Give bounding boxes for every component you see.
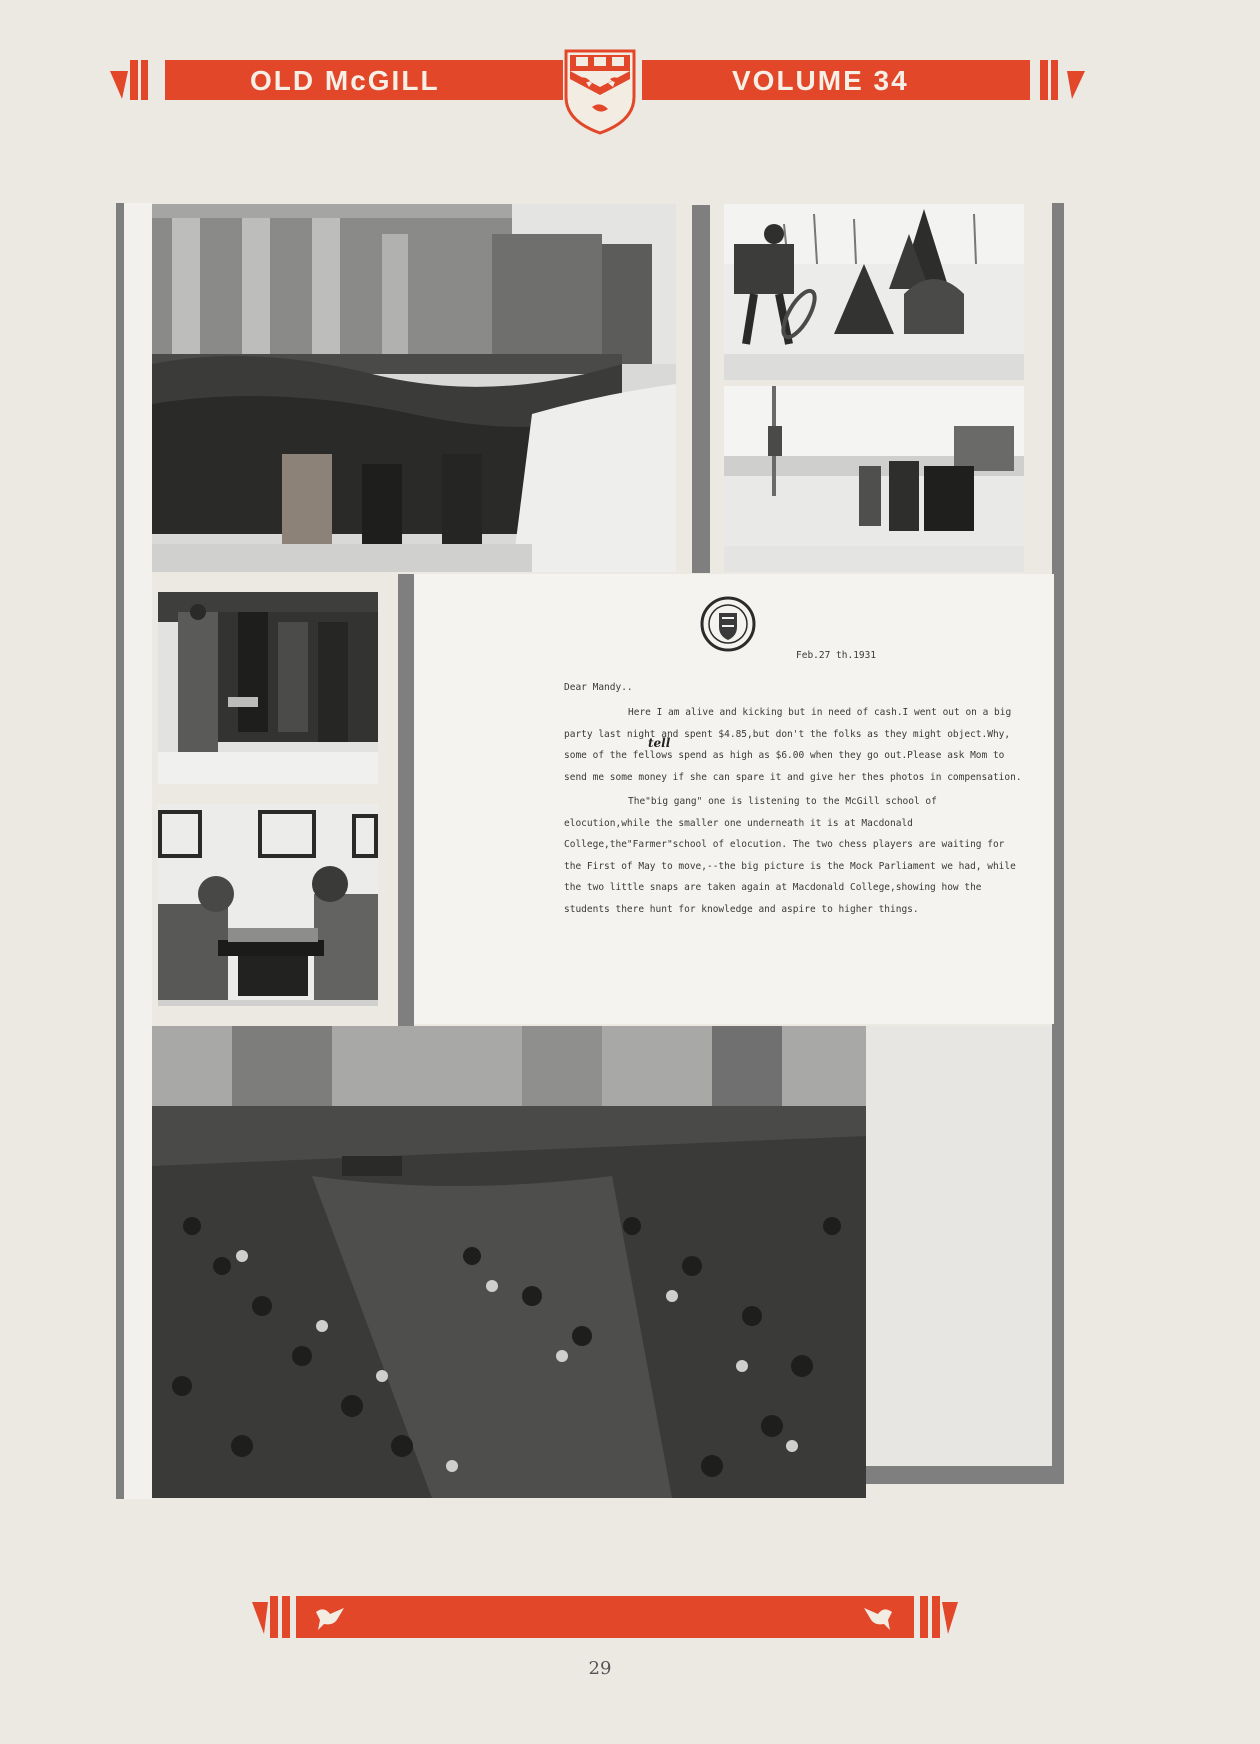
handwritten-insert: tell xyxy=(648,736,671,750)
banner-right-title: VOLUME 34 xyxy=(732,65,909,96)
letter-body xyxy=(564,702,1024,920)
banner-left-title: OLD McGILL xyxy=(250,65,440,96)
left-margin-panel xyxy=(124,203,152,1499)
page-number: 29 xyxy=(588,1658,612,1679)
bottom-banner xyxy=(252,1594,958,1640)
letter-panel xyxy=(414,574,1054,1024)
group-outdoor-photo xyxy=(158,592,378,784)
frame-bar-middle xyxy=(692,205,710,573)
letter-date: Feb.27 th.1931 xyxy=(796,650,877,661)
letter-paragraph-2: The"big gang" one is listening to the McGill school of elocution,while the smaller one underneath it is at Macdonald College,the"Farmer"school of elocution. The two chess players are waiting for the First of May to move,--the big picture is the Mock Parliament we had, while the two little snaps are taken again at Macdonald College,showing how the students there hunt for knowledge and aspire to higher things. xyxy=(564,796,1016,915)
snowshoe-photo xyxy=(724,204,1024,380)
frame-bar-letter xyxy=(398,574,414,1026)
pole-climb-photo xyxy=(724,386,1024,572)
university-seal-icon xyxy=(700,596,756,652)
assembly-hall-photo xyxy=(152,1026,866,1498)
bottom-banner-ribbon xyxy=(252,1594,958,1640)
letter-greeting: Dear Mandy.. xyxy=(564,682,633,693)
blank-panel xyxy=(866,1026,1052,1466)
martlet-bird-icon-right xyxy=(860,1602,894,1632)
top-banner xyxy=(110,55,1085,135)
frame-bar-bottom xyxy=(866,1466,1064,1484)
chess-photo xyxy=(158,804,378,1006)
letter-paragraph-1: Here I am alive and kicking but in need of cash.I went out on a big party last night and spent $4.85,but don't the folks as they might object.Why, some of the fellows spend as high as $6.00 when they go out.Please ask Mom to send me some money if she can spare it and give her thes photos in compensation. xyxy=(564,707,1022,783)
crowd-building-photo xyxy=(152,204,676,572)
mcgill-crest-icon xyxy=(562,49,638,135)
frame-bar-left xyxy=(116,203,124,1499)
martlet-bird-icon-left xyxy=(314,1602,348,1632)
